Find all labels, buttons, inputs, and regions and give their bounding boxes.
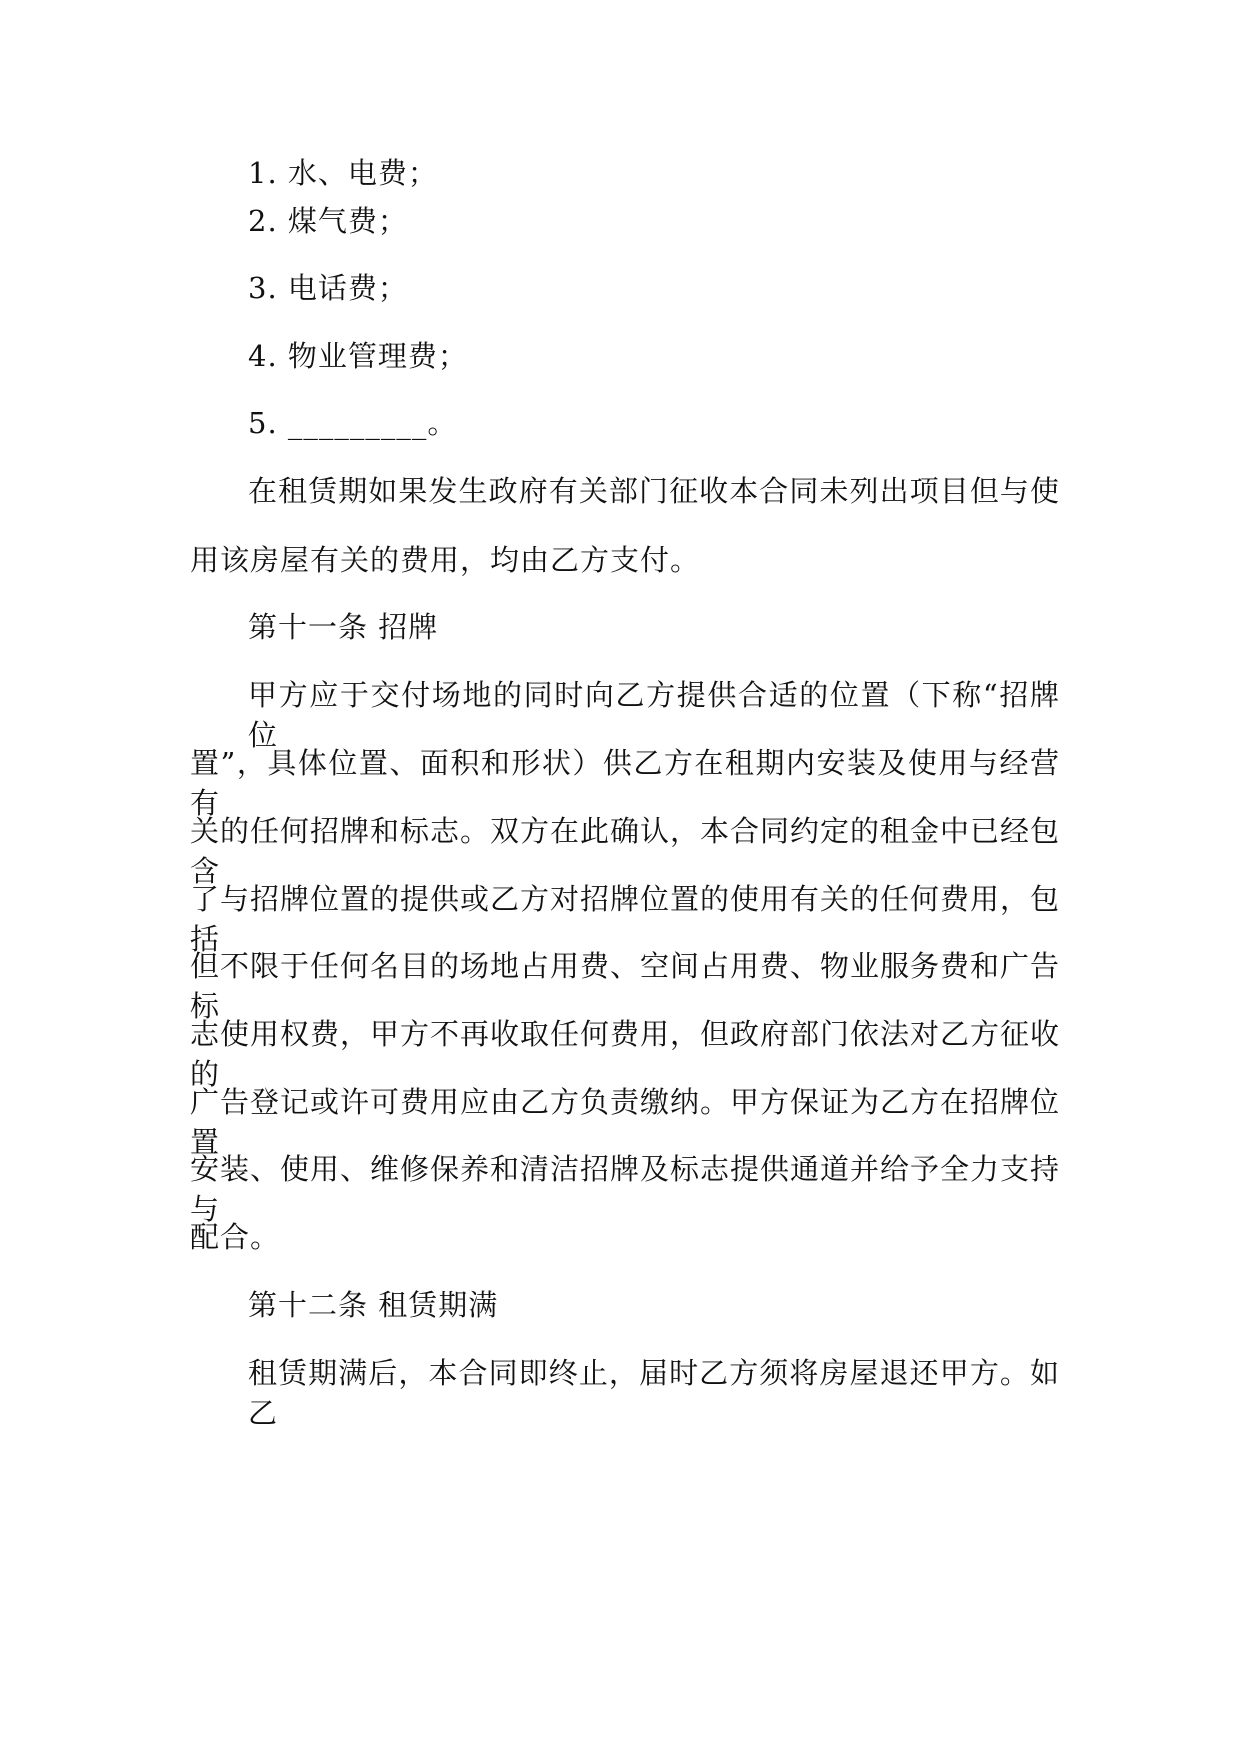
fee-item-telephone: 3. 电话费； [248,271,408,305]
article-12-heading: 第十二条 租赁期满 [248,1288,499,1322]
paragraph-line: 用该房屋有关的费用，均由乙方支付。 [190,543,701,577]
paragraph-line: 关的任何招牌和标志。双方在此确认，本合同约定的租金中已经包含 [190,814,1061,888]
paragraph-line: 置”，具体位置、面积和形状）供乙方在租期内安装及使用与经营有 [190,746,1060,820]
paragraph-line: 了与招牌位置的提供或乙方对招牌位置的使用有关的任何费用，包括 [190,882,1061,956]
paragraph-line: 在租赁期如果发生政府有关部门征收本合同未列出项目但与使 [248,474,1060,508]
fee-item-water-electricity: 1. 水、电费； [248,156,438,190]
article-11-heading: 第十一条 招牌 [248,610,439,644]
paragraph-line: 志使用权费，甲方不再收取任何费用，但政府部门依法对乙方征收的 [190,1017,1061,1091]
paragraph-line: 甲方应于交付场地的同时向乙方提供合适的位置（下称“招牌位 [248,678,1060,752]
fee-item-gas: 2. 煤气费； [248,204,408,238]
fee-item-property-management: 4. 物业管理费； [248,339,468,373]
paragraph-line: 但不限于任何名目的场地占用费、空间占用费、物业服务费和广告标 [190,949,1061,1023]
fee-item-blank: 5. _________。 [248,406,458,440]
paragraph-line: 配合。 [190,1220,281,1254]
paragraph-line: 安装、使用、维修保养和清洁招牌及标志提供通道并给予全力支持与 [190,1152,1061,1226]
paragraph-line: 租赁期满后，本合同即终止，届时乙方须将房屋退还甲方。如乙 [248,1356,1060,1430]
paragraph-line: 广告登记或许可费用应由乙方负责缴纳。甲方保证为乙方在招牌位置 [190,1085,1061,1159]
